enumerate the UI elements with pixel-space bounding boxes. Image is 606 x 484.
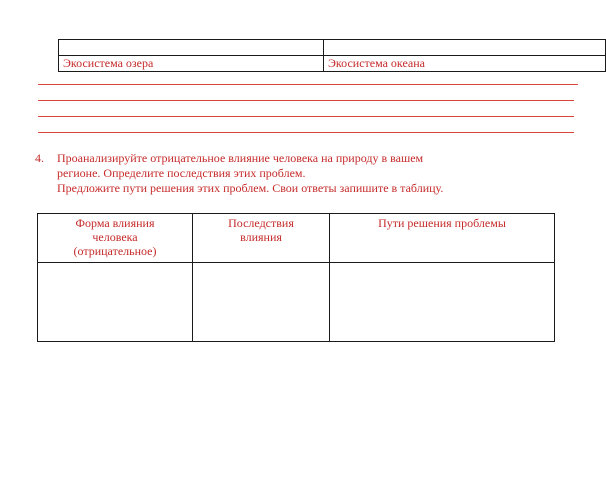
task-number: 4.: [35, 151, 44, 165]
header-line: человека: [92, 230, 138, 244]
ocean-ecosystem-cell: Экосистема океана: [324, 56, 606, 72]
ecosystem-table: [58, 39, 606, 72]
empty-cell[interactable]: [59, 40, 324, 56]
table-row: [38, 263, 555, 342]
task-line: Проанализируйте отрицательное влияние человека на природу в вашем: [57, 151, 424, 165]
header-line: Форма влияния: [75, 216, 155, 230]
task-4: [35, 151, 555, 196]
answer-cell[interactable]: [38, 263, 193, 342]
answer-line[interactable]: [38, 116, 574, 117]
lake-ecosystem-cell: Экосистема озера: [59, 56, 324, 72]
header-line: Пути решения проблемы: [378, 216, 506, 230]
table-row: [59, 40, 606, 56]
task-line: регионе. Определите последствия этих проблем.: [57, 166, 306, 180]
header-line: Последствия: [228, 216, 294, 230]
answer-line[interactable]: [38, 100, 574, 101]
table-row: [59, 56, 606, 72]
answer-table: [37, 213, 555, 342]
table-header-row: [38, 214, 555, 263]
empty-cell[interactable]: [324, 40, 606, 56]
answer-cell[interactable]: [330, 263, 555, 342]
answer-line[interactable]: [38, 84, 578, 85]
answer-cell[interactable]: [193, 263, 330, 342]
header-line: (отрицательное): [73, 244, 157, 258]
answer-line[interactable]: [38, 132, 574, 133]
header-solutions: [330, 214, 555, 263]
header-impact-form: [38, 214, 193, 263]
task-line: Предложите пути решения этих проблем. Свои ответы запишите в таблицу.: [57, 181, 444, 195]
task-text: [57, 151, 555, 196]
header-line: влияния: [240, 230, 282, 244]
header-consequences: [193, 214, 330, 263]
